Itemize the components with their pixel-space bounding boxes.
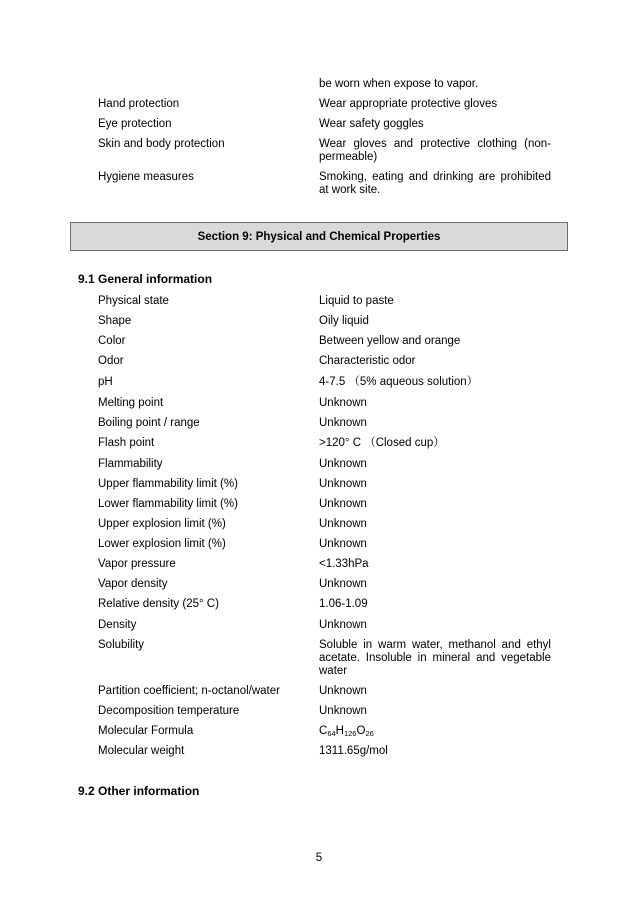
row-label: Melting point <box>98 397 164 409</box>
row-value: Soluble in warm water, methanol and ethyl acetate. Insoluble in mineral and vegetable water <box>319 639 551 677</box>
continuation-value: be worn when expose to vapor. <box>319 78 479 90</box>
row-label: Eye protection <box>98 118 172 130</box>
row-value: Liquid to paste <box>319 295 394 307</box>
row-value: Unknown <box>319 685 367 697</box>
row-value: Unknown <box>319 397 367 409</box>
section-banner <box>70 222 568 251</box>
molecular-formula <box>319 725 551 738</box>
row-value: Oily liquid <box>319 315 369 327</box>
row-value: Unknown <box>319 705 367 717</box>
row-value: <1.33hPa <box>319 558 369 570</box>
row-value: Unknown <box>319 458 367 470</box>
row-value: Unknown <box>319 619 367 631</box>
row-value: Smoking, eating and drinking are prohibited at work site. <box>319 171 551 196</box>
row-label: Odor <box>98 355 124 367</box>
row-label: Skin and body protection <box>98 138 225 150</box>
row-value: Wear gloves and protective clothing (non-permeable) <box>319 138 551 163</box>
row-value: Unknown <box>319 538 367 550</box>
row-label: Shape <box>98 315 132 327</box>
subsection-heading: 9.1 General information <box>78 272 213 286</box>
row-value: Wear safety goggles <box>319 118 424 130</box>
row-value: >120° C （Closed cup） <box>319 437 445 449</box>
row-label: Vapor pressure <box>98 558 176 570</box>
row-label: Lower explosion limit (%) <box>98 538 226 550</box>
row-value: Unknown <box>319 578 367 590</box>
row-value: 4-7.5 （5% aqueous solution） <box>319 376 479 388</box>
row-label: Hand protection <box>98 98 180 110</box>
row-value: Wear appropriate protective gloves <box>319 98 498 110</box>
subsection-heading: 9.2 Other information <box>78 784 200 798</box>
row-label: Lower flammability limit (%) <box>98 498 238 510</box>
row-value: Unknown <box>319 478 367 490</box>
row-value: Unknown <box>319 498 367 510</box>
row-label: Upper explosion limit (%) <box>98 518 226 530</box>
row-label: Molecular weight <box>98 745 185 757</box>
row-label: Physical state <box>98 295 169 307</box>
row-label: pH <box>98 376 113 388</box>
row-value: 1311.65g/mol <box>319 745 388 757</box>
row-value: Unknown <box>319 417 367 429</box>
formula-subscript: 126 <box>343 729 357 738</box>
row-label: Flash point <box>98 437 155 449</box>
formula-subscript: 64 <box>327 729 336 738</box>
row-label: Vapor density <box>98 578 168 590</box>
row-label: Decomposition temperature <box>98 705 240 717</box>
row-label: Boiling point / range <box>98 417 200 429</box>
page-number: 5 <box>315 852 323 864</box>
formula-element: C <box>319 725 328 737</box>
row-label: Color <box>98 335 126 347</box>
section-title: Section 9: Physical and Chemical Properties <box>197 230 441 243</box>
row-label: Relative density (25° C) <box>98 598 219 610</box>
row-value: Unknown <box>319 518 367 530</box>
row-value: 1.06-1.09 <box>319 598 368 610</box>
row-label: Hygiene measures <box>98 171 194 183</box>
row-value: Characteristic odor <box>319 355 416 367</box>
formula-element: H <box>335 725 344 737</box>
row-label: Flammability <box>98 458 163 470</box>
formula-subscript: 26 <box>365 729 374 738</box>
row-label: Solubility <box>98 639 145 651</box>
row-value: Between yellow and orange <box>319 335 461 347</box>
row-label: Upper flammability limit (%) <box>98 478 238 490</box>
row-label: Molecular Formula <box>98 725 194 737</box>
row-label: Partition coefficient; n-octanol/water <box>98 685 280 697</box>
row-label: Density <box>98 619 137 631</box>
formula-element: O <box>356 725 366 737</box>
